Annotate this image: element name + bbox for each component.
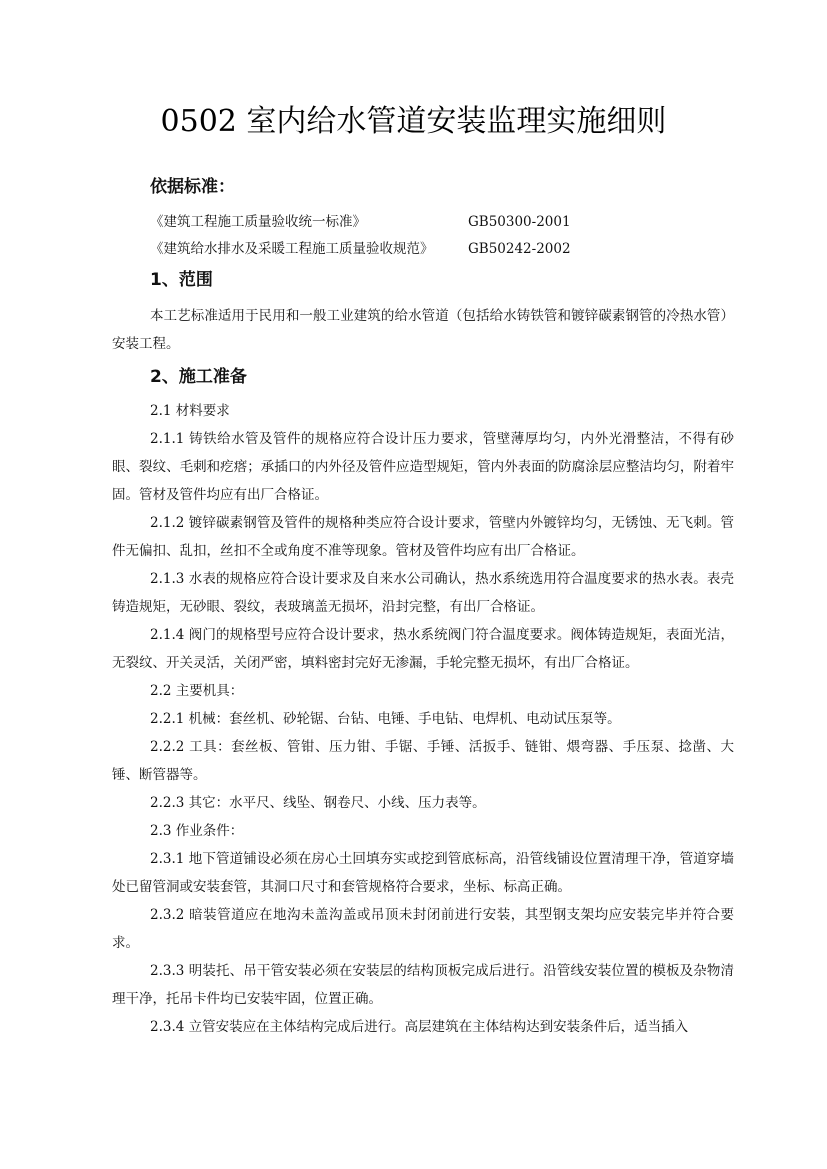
basis-heading: 依据标准： xyxy=(150,177,235,197)
paragraph: 2.1 材料要求 xyxy=(150,403,230,419)
document-title: 0502 室内给水管道安装监理实施细则 xyxy=(160,104,667,139)
section-heading-preparation: 2、施工准备 xyxy=(150,367,247,387)
paragraph: 2.2.2 工具：套丝板、管钳、压力钳、手锯、手锤、活扳手、链钳、煨弯器、手压泵、捻凿、大锤、断管器等。 xyxy=(112,739,734,783)
paragraph: 本工艺标准适用于民用和一般工业建筑的给水管道（包括给水铸铁管和镀锌碳素钢管的冷热水管）安装工程。 xyxy=(112,308,734,352)
paragraph: 2.1.4 阀门的规格型号应符合设计要求，热水系统阀门符合温度要求。阀体铸造规矩，表面光洁，无裂纹、开关灵活，关闭严密，填料密封完好无渗漏，手轮完整无损坏，有出厂合格证。 xyxy=(112,627,734,671)
scope-text xyxy=(112,302,734,358)
paragraph: 2.2 主要机具： xyxy=(150,683,244,699)
standard-code: GB50300-2001 xyxy=(468,214,571,230)
section-heading-scope: 1、范围 xyxy=(150,270,213,290)
paragraph: 2.3 作业条件： xyxy=(150,823,244,839)
paragraph: 2.1.2 镀锌碳素钢管及管件的规格种类应符合设计要求，管壁内外镀锌均匀，无锈蚀、无飞刺。管件无偏扣、乱扣，丝扣不全或角度不准等现象。管材及管件均应有出厂合格证。 xyxy=(112,515,734,559)
standard-row xyxy=(150,211,571,233)
standard-row xyxy=(150,238,571,260)
paragraph: 2.2.1 机械：套丝机、砂轮锯、台钻、电锤、手电钻、电焊机、电动试压泵等。 xyxy=(150,711,621,727)
paragraph: 2.3.4 立管安装应在主体结构完成后进行。高层建筑在主体结构达到安装条件后，适当插入 xyxy=(150,1019,689,1035)
paragraph: 2.3.1 地下管道铺设必须在房心土回填夯实或挖到管底标高，沿管线铺设位置清理干净，管道穿墙处已留管洞或安装套管，其洞口尺寸和套管规格符合要求，坐标、标高正确。 xyxy=(112,851,734,895)
standard-code: GB50242-2002 xyxy=(468,241,571,257)
paragraph: 2.1.3 水表的规格应符合设计要求及自来水公司确认，热水系统选用符合温度要求的热水表。表壳铸造规矩，无砂眼、裂纹，表玻璃盖无损坏，沿封完整，有出厂合格证。 xyxy=(112,571,734,615)
paragraph: 2.3.2 暗装管道应在地沟未盖沟盖或吊顶未封闭前进行安装，其型钢支架均应安装完毕并符合要求。 xyxy=(112,907,734,951)
preparation-body xyxy=(112,397,734,1041)
paragraph: 2.2.3 其它：水平尺、线坠、钢卷尺、小线、压力表等。 xyxy=(150,795,486,811)
standard-name: 《建筑工程施工质量验收统一标准》 xyxy=(150,214,366,230)
standard-name: 《建筑给水排水及采暖工程施工质量验收规范》 xyxy=(150,241,434,257)
paragraph: 2.3.3 明装托、吊干管安装必须在安装层的结构顶板完成后进行。沿管线安装位置的模板及杂物清理干净，托吊卡件均已安装牢固，位置正确。 xyxy=(112,963,734,1007)
paragraph: 2.1.1 铸铁给水管及管件的规格应符合设计压力要求，管壁薄厚均匀，内外光滑整洁，不得有砂眼、裂纹、毛刺和疙瘩；承插口的内外径及管件应造型规矩，管内外表面的防腐涂层应整洁均匀，附着牢固。管材及管件均应有出厂合格证。 xyxy=(112,431,734,503)
